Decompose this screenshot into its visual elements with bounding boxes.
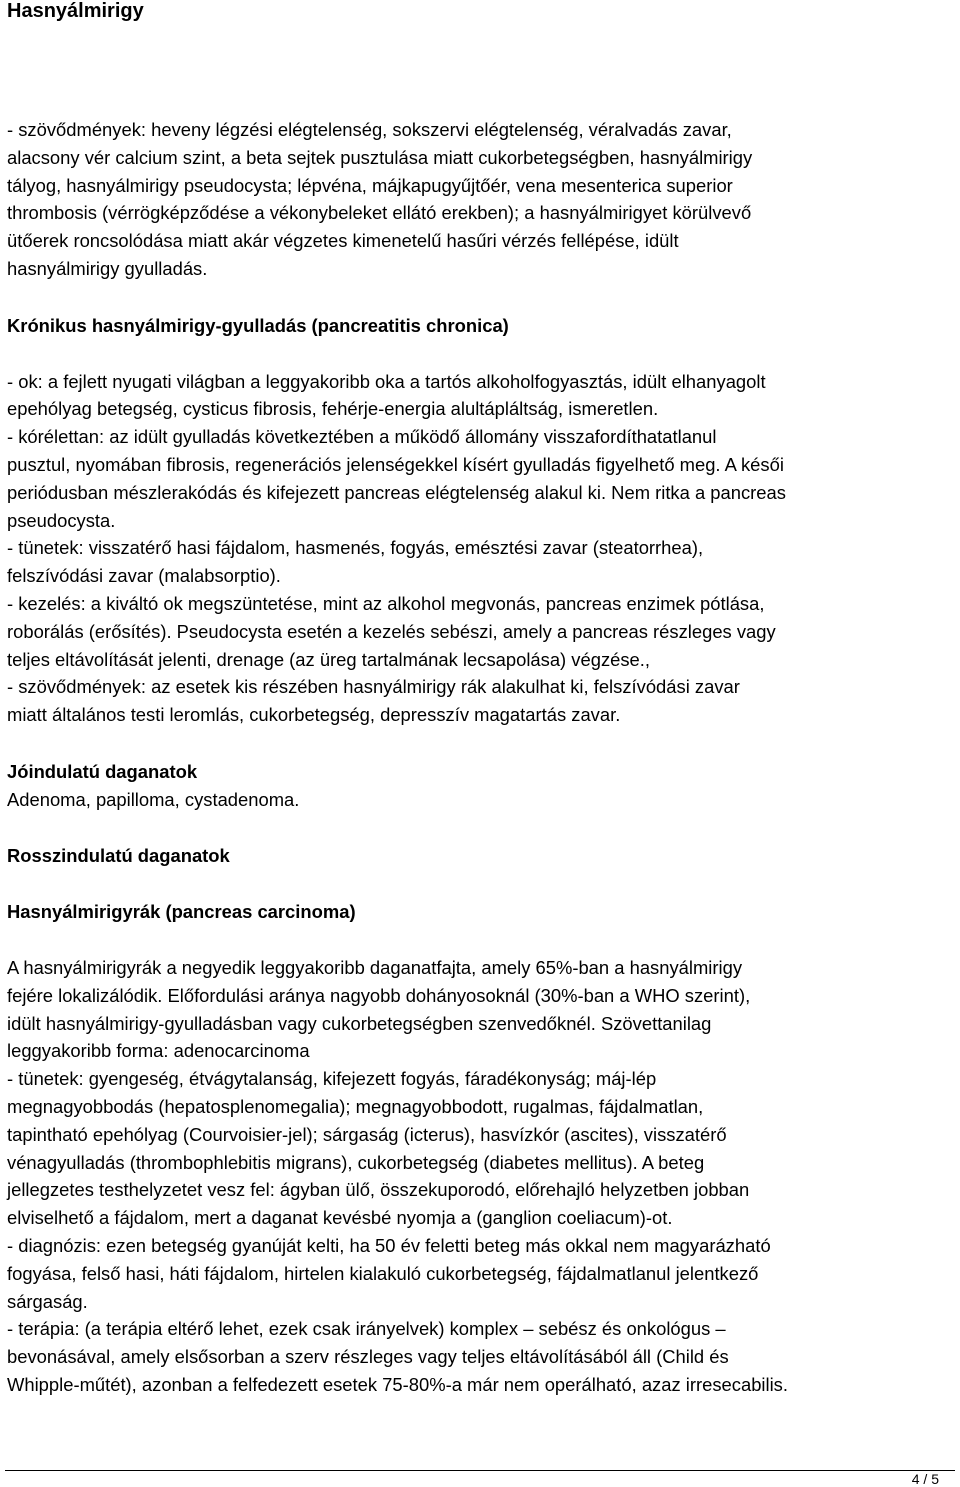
document-title: Hasnyálmirigy bbox=[7, 0, 144, 22]
text-line: tályog, hasnyálmirigy pseudocysta; lépvéna, májkapugyűjtőér, vena mesenterica superior bbox=[7, 174, 733, 196]
text-line: - szövődmények: az esetek kis részében hasnyálmirigy rák alakulhat ki, felszívódási zavar bbox=[7, 676, 740, 698]
section-heading: Krónikus hasnyálmirigy-gyulladás (pancreatitis chronica) bbox=[7, 315, 509, 336]
text-line: - szövődmények: heveny légzési elégtelenség, sokszervi elégtelenség, véralvadás zavar, bbox=[7, 119, 732, 140]
text-line: tapintható epehólyag (Courvoisier-jel); sárgaság (icterus), hasvízkór (ascites), visszatérő bbox=[7, 1123, 727, 1145]
text-line: - tünetek: visszatérő hasi fájdalom, hasmenés, fogyás, emésztési zavar (steatorrhea), bbox=[7, 537, 704, 559]
section-heading: Jóindulatú daganatok bbox=[7, 761, 198, 782]
text-line: thrombosis (vérrögképződése a vékonybeleket ellátó erekben); a hasnyálmirigyet körülvevő bbox=[7, 202, 752, 224]
footer-divider bbox=[5, 1470, 955, 1471]
section-acute-complications bbox=[7, 116, 957, 283]
text-line: - diagnózis: ezen betegség gyanúját kelti, ha 50 év feletti beteg más okkal nem magyarázható bbox=[7, 1234, 771, 1256]
section-heading: Rosszindulatú daganatok bbox=[7, 845, 230, 866]
text-line: A hasnyálmirigyrák a negyedik leggyakoribb daganatfajta, amely 65%-ban a hasnyálmirigy bbox=[7, 957, 743, 978]
text-line: elviselhető a fájdalom, mert a daganat kevésbé nyomja a (ganglion coeliacum)-ot. bbox=[7, 1207, 673, 1229]
text-line: jellegzetes testhelyzetet vesz fel: ágyban ülő, összekuporodó, előrehajló helyzetben jobban bbox=[7, 1179, 750, 1201]
section-pancreas-carcinoma-body bbox=[7, 954, 957, 1399]
section-benign-tumors bbox=[7, 758, 957, 814]
text-line: teljes eltávolítását jelenti, drenage (az üreg tartalmának lecsapolása) végzése., bbox=[7, 648, 651, 670]
text-line: sárgaság. bbox=[7, 1290, 88, 1312]
text-line: - kórélettan: az idült gyulladás következtében a működő állomány visszafordíthatatlanul bbox=[7, 426, 717, 448]
text-line: fejére lokalizálódik. Előfordulási aránya nagyobb dohányosoknál (30%-ban a WHO szerint), bbox=[7, 984, 751, 1006]
text-line: roborálás (erősítés). Pseudocysta esetén a kezelés sebészi, amely a pancreas részleges vagy bbox=[7, 620, 776, 642]
text-line: idült hasnyálmirigy-gyulladásban vagy cukorbetegségben szenvedőknél. Szövettanilag bbox=[7, 1012, 712, 1034]
text-line: - ok: a fejlett nyugati világban a leggyakoribb oka a tartós alkoholfogyasztás, idült elhanyagolt bbox=[7, 370, 766, 392]
section-malignant-tumors bbox=[7, 842, 957, 870]
text-line: pusztul, nyomában fibrosis, regenerációs jelenségekkel kísért gyulladás figyelhető meg. A késői bbox=[7, 453, 784, 475]
text-line: vénagyulladás (thrombophlebitis migrans), cukorbetegség (diabetes mellitus). A beteg bbox=[7, 1151, 705, 1173]
section-heading: Hasnyálmirigyrák (pancreas carcinoma) bbox=[7, 901, 356, 922]
text-line: bevonásával, amely elsősorban a szerv részleges vagy teljes eltávolításából áll (Child és bbox=[7, 1346, 729, 1368]
text-line: alacsony vér calcium szint, a beta sejtek pusztulása miatt cukorbetegségben, hasnyálmirigy bbox=[7, 146, 753, 168]
text-line: - kezelés: a kiváltó ok megszüntetése, mint az alkohol megvonás, pancreas enzimek pótlása, bbox=[7, 592, 765, 614]
text-line: megnagyobbodás (hepatosplenomegalia); megnagyobbodott, rugalmas, fájdalmatlan, bbox=[7, 1095, 704, 1117]
page-number: 4 / 5 bbox=[911, 1471, 939, 1487]
text-line: periódusban mészlerakódás és kifejezett pancreas elégtelenség alakul ki. Nem ritka a pancreas bbox=[7, 481, 786, 503]
text-line bbox=[7, 340, 957, 368]
text-line: felszívódási zavar (malabsorptio). bbox=[7, 565, 281, 587]
text-line: pseudocysta. bbox=[7, 509, 116, 531]
text-line: Whipple-műtét), azonban a felfedezett esetek 75-80%-a már nem operálható, azaz irresecabilis. bbox=[7, 1373, 788, 1395]
text-line: hasnyálmirigy gyulladás. bbox=[7, 257, 208, 279]
section-chronic-pancreatitis bbox=[7, 312, 957, 729]
text-line: - tünetek: gyengeség, étvágytalanság, kifejezett fogyás, fáradékonyság; máj-lép bbox=[7, 1068, 657, 1090]
section-pancreas-carcinoma-heading bbox=[7, 898, 957, 926]
text-line: ütőerek roncsolódása miatt akár végzetes kimenetelű hasűri vérzés fellépése, idült bbox=[7, 230, 679, 252]
text-line: - terápia: (a terápia eltérő lehet, ezek csak irányelvek) komplex – sebész és onkológus – bbox=[7, 1318, 726, 1340]
text-line: miatt általános testi leromlás, cukorbetegség, depresszív magatartás zavar. bbox=[7, 704, 621, 726]
text-line: fogyása, felső hasi, háti fájdalom, hirtelen kialakuló cukorbetegség, fájdalmatlanul jelentkező bbox=[7, 1262, 759, 1284]
text-line: Adenoma, papilloma, cystadenoma. bbox=[7, 788, 300, 810]
text-line: leggyakoribb forma: adenocarcinoma bbox=[7, 1040, 310, 1062]
text-line: epehólyag betegség, cysticus fibrosis, fehérje-energia alultápláltság, ismeretlen. bbox=[7, 398, 659, 420]
